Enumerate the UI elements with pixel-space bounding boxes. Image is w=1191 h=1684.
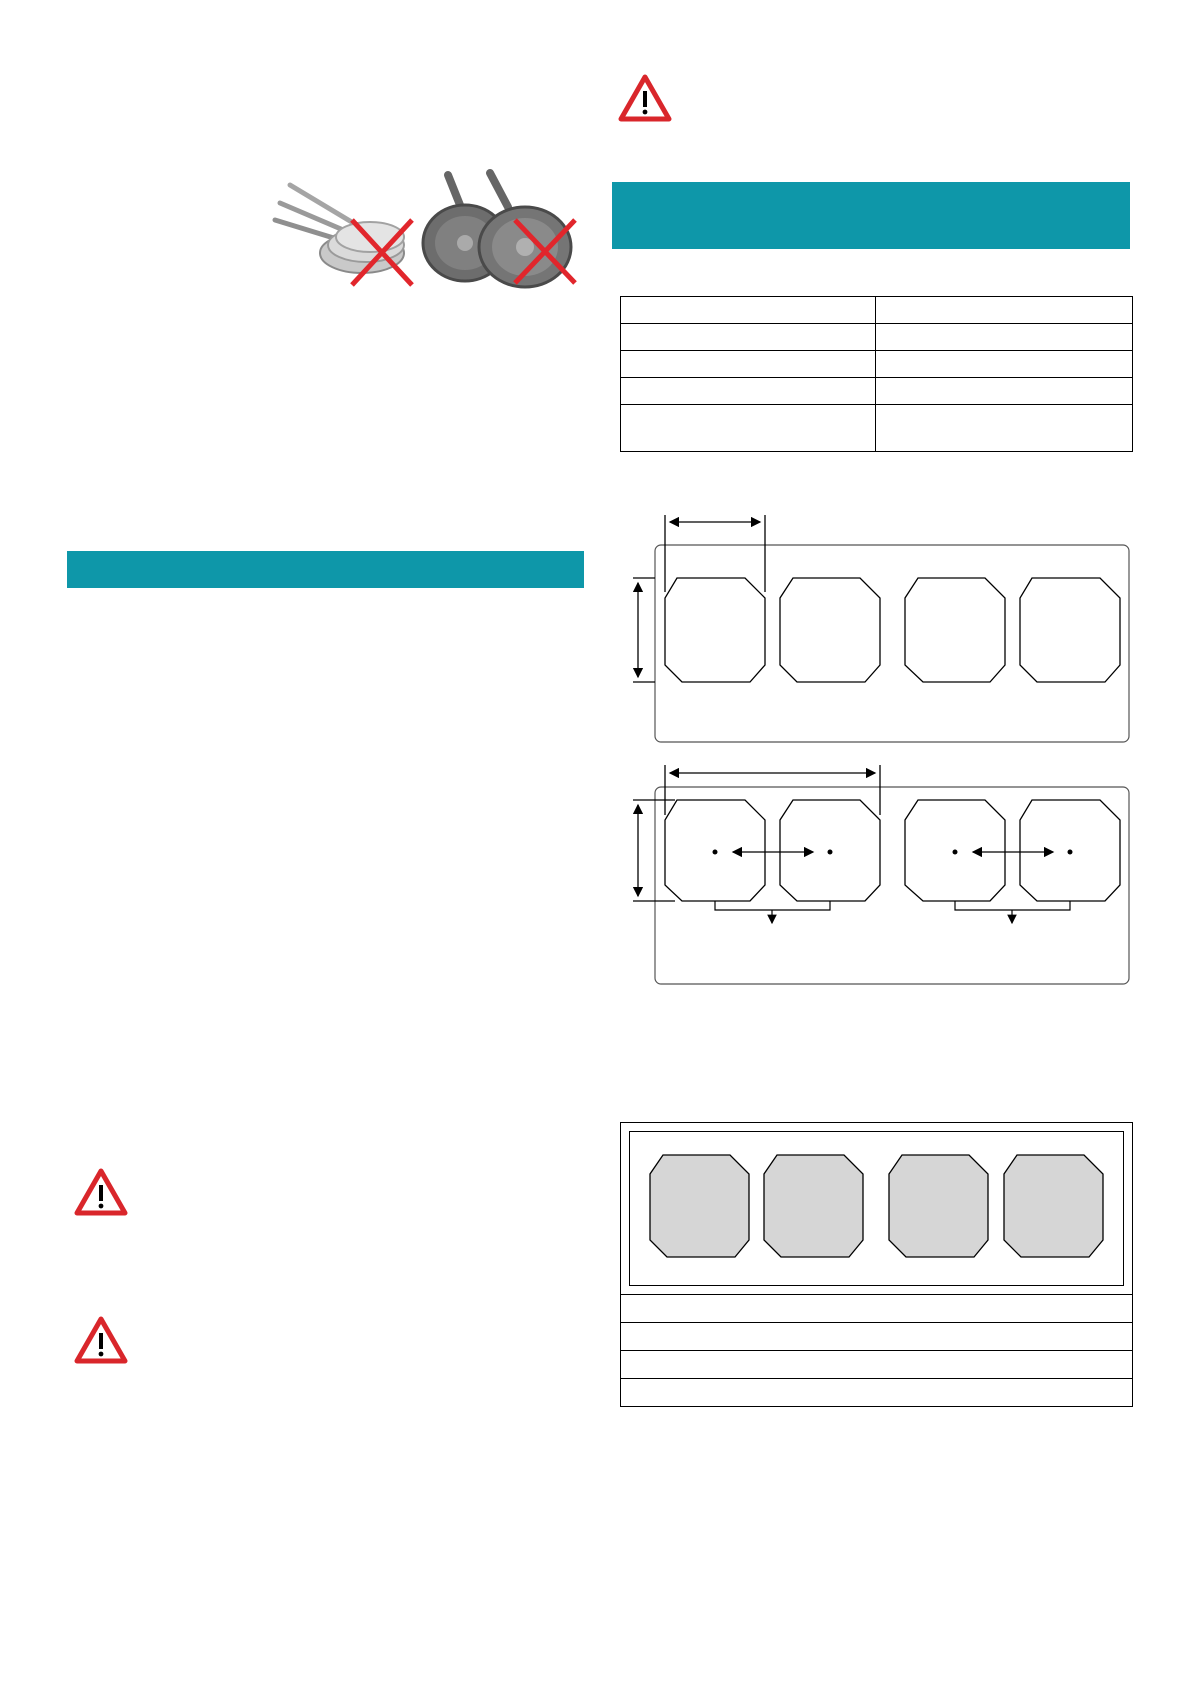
cooking-zone-filled bbox=[764, 1155, 863, 1257]
table-row bbox=[620, 1323, 1133, 1351]
table-cell bbox=[876, 351, 1133, 378]
technical-data-table bbox=[620, 296, 1133, 452]
zone-centre-dot bbox=[828, 850, 833, 855]
hob-outline bbox=[655, 545, 1129, 742]
cooking-zone bbox=[905, 578, 1005, 682]
small-pans-image bbox=[275, 185, 404, 273]
large-pans-image bbox=[423, 173, 571, 287]
zone-centre-dot bbox=[713, 850, 718, 855]
table-cell bbox=[876, 378, 1133, 405]
table-cell bbox=[621, 405, 876, 452]
cooking-zone bbox=[780, 578, 880, 682]
cooking-zone-filled bbox=[1004, 1155, 1103, 1257]
warning-triangle-icon bbox=[618, 74, 672, 122]
bridge-width-dimension-arrow bbox=[665, 765, 880, 815]
table-row bbox=[620, 1295, 1133, 1323]
height-dimension-arrow bbox=[633, 800, 675, 901]
table-cell bbox=[621, 297, 876, 324]
cooking-zone-filled bbox=[650, 1155, 749, 1257]
table-row bbox=[620, 1351, 1133, 1379]
zone-centre-dot bbox=[953, 850, 958, 855]
hob-zones-frame bbox=[620, 1122, 1133, 1295]
table-row bbox=[620, 1379, 1133, 1407]
table-row bbox=[621, 405, 1133, 452]
table-cell bbox=[621, 351, 876, 378]
cooking-zone bbox=[665, 578, 765, 682]
bridge-zone-dimension-diagram bbox=[625, 755, 1135, 990]
zone-centre-dot bbox=[1068, 850, 1073, 855]
unsuitable-cookware-illustration bbox=[270, 165, 590, 290]
hob-zones-graphic bbox=[630, 1132, 1123, 1285]
hob-zones-table bbox=[620, 1122, 1133, 1407]
bridge-zone-bracket bbox=[715, 901, 830, 910]
table-cell bbox=[621, 324, 876, 351]
table-cell bbox=[876, 405, 1133, 452]
section-header-bar-right bbox=[612, 182, 1130, 249]
warning-triangle-icon bbox=[74, 1168, 128, 1216]
table-row bbox=[621, 297, 1133, 324]
table-row bbox=[621, 378, 1133, 405]
table-cell bbox=[876, 297, 1133, 324]
height-dimension-arrow bbox=[633, 578, 655, 682]
width-dimension-arrow bbox=[665, 515, 765, 592]
cooking-zone-dimension-diagram bbox=[625, 510, 1135, 745]
table-cell bbox=[621, 378, 876, 405]
hob-top-view bbox=[629, 1131, 1124, 1286]
table-cell bbox=[876, 324, 1133, 351]
table-row bbox=[621, 324, 1133, 351]
cooking-zone bbox=[1020, 578, 1120, 682]
section-header-bar-left bbox=[67, 551, 584, 588]
warning-triangle-icon bbox=[74, 1316, 128, 1364]
hob-outline bbox=[655, 787, 1129, 984]
cooking-zone-filled bbox=[889, 1155, 988, 1257]
table-row bbox=[621, 351, 1133, 378]
bridge-zone-bracket bbox=[955, 901, 1070, 910]
